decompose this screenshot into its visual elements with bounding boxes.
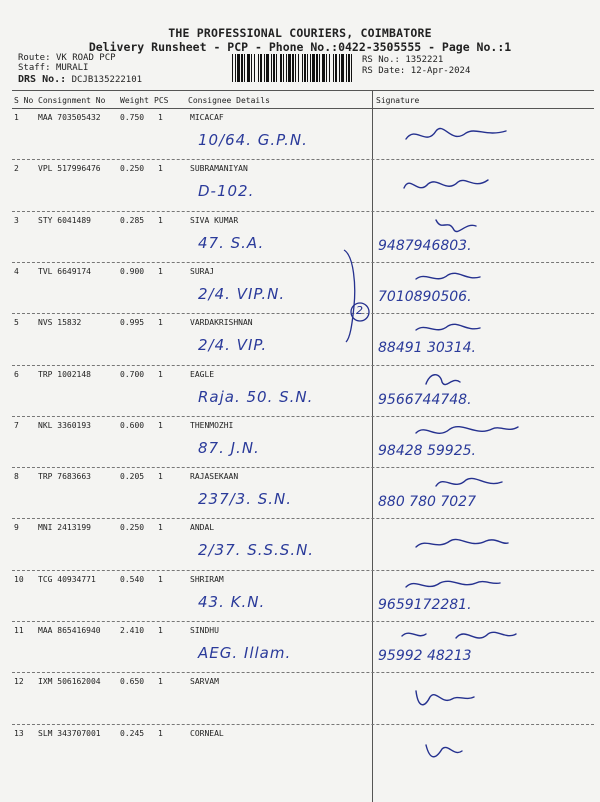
signature-stroke — [406, 581, 500, 587]
signature-stroke — [416, 273, 480, 279]
row-consignee-name: SUBRAMANIYAN — [190, 164, 248, 174]
row-pcs: 1 — [158, 113, 163, 122]
row-handwritten-address: AEG. Illam. — [198, 644, 292, 662]
row-signature-image — [396, 370, 546, 392]
row-separator — [12, 262, 594, 263]
barcode-bar — [283, 54, 284, 82]
barcode-bar — [237, 54, 240, 82]
route-label: Route: — [18, 53, 51, 63]
row-weight: 2.410 — [120, 626, 145, 635]
signature-column-divider — [372, 90, 373, 802]
row-handwritten-phone: 98428 59925. — [378, 442, 476, 459]
col-pcs: PCS — [154, 96, 169, 105]
row-handwritten-phone: 95992 48213 — [378, 648, 472, 664]
row-sno: 8 — [14, 472, 19, 482]
barcode-bar — [264, 54, 265, 82]
row-pcs: 1 — [158, 369, 163, 379]
row-handwritten-phone: 9487946803. — [378, 237, 472, 254]
barcode-bar — [286, 54, 287, 82]
barcode-bar — [335, 54, 337, 82]
row-signature-image — [396, 472, 546, 494]
row-weight: 0.285 — [120, 215, 145, 225]
barcode-bar — [339, 54, 340, 82]
row-handwritten-address: D-102. — [198, 182, 255, 201]
row-weight: 0.250 — [120, 523, 145, 533]
barcode-bar — [319, 54, 320, 82]
row-handwritten-address: Raja. 50. S.N. — [198, 387, 314, 406]
signature-stroke — [426, 374, 460, 384]
row-handwritten-address: 43. K.N. — [198, 592, 266, 611]
signature-stroke — [416, 540, 508, 548]
row-sno: 7 — [14, 420, 19, 430]
barcode-bar — [273, 54, 275, 82]
row-weight: 0.250 — [120, 164, 145, 174]
barcode-bar — [351, 54, 352, 82]
row-consignee-name: VARDAKRISHNAN — [190, 318, 253, 328]
row-consignee-name: MICACAF — [190, 113, 224, 122]
row-signature-image — [396, 739, 546, 761]
row-pcs: 1 — [158, 728, 163, 738]
rs-date-label: RS Date: — [362, 66, 406, 76]
row-signature-image — [396, 575, 546, 597]
row-consignment-no: TVL 6649174 — [38, 266, 91, 276]
row-handwritten-address: 2/4. VIP.N. — [198, 284, 286, 303]
barcode-bar — [307, 54, 308, 82]
table-top-border — [12, 90, 594, 91]
staff-line — [18, 63, 88, 74]
row-consignee-name: EAGLE — [190, 369, 215, 379]
row-pcs: 1 — [158, 523, 163, 533]
signature-stroke — [436, 479, 502, 487]
drs-value: DCJB135222101 — [71, 75, 143, 85]
row-separator — [12, 570, 594, 571]
row-pcs: 1 — [158, 677, 163, 687]
barcode-bar — [244, 54, 245, 82]
drs-line — [18, 74, 142, 86]
drs-label: DRS No.: — [18, 74, 67, 85]
row-weight: 0.995 — [120, 318, 145, 328]
row-consignment-no: MNI 2413199 — [38, 523, 91, 533]
barcode-bar — [232, 54, 233, 82]
row-pcs: 1 — [158, 420, 163, 430]
row-signature-image — [396, 174, 546, 196]
row-signature-image — [396, 318, 546, 340]
row-handwritten-phone: 88491 30314. — [378, 340, 476, 357]
barcode-bar — [247, 54, 250, 82]
barcode-bar — [348, 54, 350, 82]
row-sno: 3 — [14, 215, 19, 225]
row-sno: 10 — [14, 574, 24, 584]
row-separator — [12, 211, 594, 212]
signature-stroke — [406, 128, 506, 139]
row-separator — [12, 416, 594, 417]
barcode-bar — [341, 54, 344, 82]
row-sno: 2 — [14, 164, 19, 174]
row-consignee-name: SINDHU — [190, 626, 219, 635]
barcode-bar — [295, 54, 296, 82]
row-handwritten-address: 237/3. S.N. — [198, 490, 293, 509]
row-signature-image — [396, 533, 546, 555]
signature-stroke — [426, 745, 462, 757]
row-separator — [12, 724, 594, 725]
rs-no-label: RS No.: — [362, 55, 400, 65]
row-separator — [12, 467, 594, 468]
barcode-bar — [346, 54, 347, 82]
row-consignee-name: SIVA KUMAR — [190, 215, 239, 225]
rs-date-value: 12-Apr-2024 — [410, 66, 471, 76]
row-signature-image — [396, 687, 546, 709]
row-sno: 13 — [14, 728, 24, 738]
row-weight: 0.700 — [120, 369, 145, 379]
row-handwritten-phone: 9659172281. — [378, 596, 472, 613]
row-handwritten-address: 87. J.N. — [198, 438, 260, 457]
row-sno: 6 — [14, 369, 19, 379]
row-consignment-no: VPL 517996476 — [38, 164, 101, 174]
row-handwritten-address: 47. S.A. — [198, 233, 265, 252]
row-weight: 0.205 — [120, 472, 145, 482]
row-signature-image — [396, 626, 546, 648]
row-weight: 0.650 — [120, 677, 145, 687]
row-sno: 5 — [14, 318, 19, 328]
row-pcs: 1 — [158, 318, 163, 328]
row-consignee-name: CORNEAL — [190, 728, 224, 738]
row-pcs: 1 — [158, 472, 163, 482]
row-consignment-no: NVS 15832 — [38, 318, 82, 328]
barcode-bar — [302, 54, 303, 82]
barcode-bar — [241, 54, 243, 82]
barcode-bar — [235, 54, 236, 82]
signature-stroke — [404, 180, 488, 188]
row-signature-image — [396, 267, 546, 289]
col-consignment: Consignment No — [38, 96, 106, 105]
barcode-bar — [288, 54, 291, 82]
row-handwritten-address: 10/64. G.P.N. — [198, 131, 308, 149]
barcode-bar — [312, 54, 315, 82]
row-consignee-name: THENMOZHI — [190, 420, 234, 430]
row-weight: 0.540 — [120, 574, 145, 584]
barcode-bar — [310, 54, 311, 82]
rs-date-line — [362, 66, 470, 76]
signature-stroke — [416, 691, 474, 705]
row-weight: 0.750 — [120, 113, 145, 122]
signature-stroke — [402, 632, 516, 638]
row-consignment-no: MAA 865416940 — [38, 626, 101, 635]
row-pcs: 1 — [158, 266, 163, 276]
row-consignment-no: STY 6041489 — [38, 215, 91, 225]
col-consignee: Consignee Details — [188, 96, 270, 105]
barcode-bar — [254, 54, 255, 82]
staff-value: MURALI — [55, 63, 89, 73]
barcode-bar — [329, 54, 330, 82]
row-consignment-no: SLM 343707001 — [38, 728, 101, 738]
row-pcs: 1 — [158, 626, 163, 635]
row-consignment-no: MAA 703505432 — [38, 113, 101, 122]
row-separator — [12, 313, 594, 314]
row-separator — [12, 159, 594, 160]
barcode-bar — [251, 54, 252, 82]
barcode-bar — [271, 54, 272, 82]
route-value: VK ROAD PCP — [55, 53, 116, 63]
row-consignment-no: TCG 40934771 — [38, 574, 96, 584]
row-consignment-no: TRP 1002148 — [38, 369, 91, 379]
row-handwritten-phone: 880 780 7027 — [378, 494, 476, 511]
row-pcs: 1 — [158, 164, 163, 174]
company-title: THE PROFESSIONAL COURIERS, COIMBATORE — [168, 26, 432, 40]
row-separator — [12, 621, 594, 622]
barcode-bar — [276, 54, 277, 82]
row-separator — [12, 518, 594, 519]
barcode-bar — [298, 54, 299, 82]
row-handwritten-address: 2/4. VIP. — [198, 336, 268, 355]
rs-no-line — [362, 55, 443, 65]
barcode-bar — [266, 54, 269, 82]
row-pcs: 1 — [158, 215, 163, 225]
row-weight: 0.245 — [120, 728, 145, 738]
row-weight: 0.600 — [120, 420, 145, 430]
row-weight: 0.900 — [120, 266, 145, 276]
rs-no-value: 1352221 — [405, 55, 444, 65]
row-consignee-name: RAJASEKAAN — [190, 472, 239, 482]
row-handwritten-phone: 7010890506. — [378, 288, 472, 305]
row-separator — [12, 365, 594, 366]
row-separator — [12, 672, 594, 673]
row-consignment-no: TRP 7683663 — [38, 472, 91, 482]
barcode-bar — [280, 54, 282, 82]
row-consignee-name: SURAJ — [190, 266, 215, 276]
header-bottom-border — [12, 108, 594, 109]
barcode-bar — [326, 54, 327, 82]
row-consignment-no: NKL 3360193 — [38, 420, 91, 430]
row-consignee-name: ANDAL — [190, 523, 215, 533]
row-consignment-no: IXM 506162004 — [38, 677, 101, 687]
barcode-bar — [333, 54, 334, 82]
row-sno: 11 — [14, 626, 24, 635]
row-signature-image — [396, 123, 546, 145]
col-sno: S No — [14, 96, 34, 105]
barcode-bar — [258, 54, 259, 82]
signature-stroke — [436, 220, 476, 232]
staff-label: Staff: — [18, 63, 51, 73]
row-handwritten-phone: 9566744748. — [378, 391, 472, 408]
signature-stroke — [416, 324, 480, 330]
row-sno: 1 — [14, 113, 19, 122]
col-signature: Signature — [376, 96, 420, 105]
row-handwritten-address: 2/37. S.S.S.N. — [198, 541, 315, 560]
row-consignee-name: SHRIRAM — [190, 574, 224, 584]
col-weight: Weight — [120, 96, 149, 105]
row-sno: 9 — [14, 523, 19, 533]
runsheet-title: Delivery Runsheet - PCP - Phone No.:0422-3505555 - Page No.:1 — [88, 40, 512, 54]
barcode-bar — [316, 54, 318, 82]
signature-stroke — [416, 426, 518, 433]
barcode-bar — [304, 54, 306, 82]
row-sno: 12 — [14, 677, 24, 687]
row-sno: 4 — [14, 266, 19, 276]
row-consignee-name: SARVAM — [190, 677, 219, 687]
barcode-bar — [322, 54, 325, 82]
row-signature-image — [396, 421, 546, 443]
bracket-annotation-mark — [340, 246, 374, 346]
annotation-number: 2 — [356, 304, 363, 317]
barcode-image — [232, 54, 354, 82]
row-pcs: 1 — [158, 574, 163, 584]
barcode-bar — [260, 54, 262, 82]
row-signature-image — [396, 216, 546, 238]
barcode-bar — [292, 54, 294, 82]
